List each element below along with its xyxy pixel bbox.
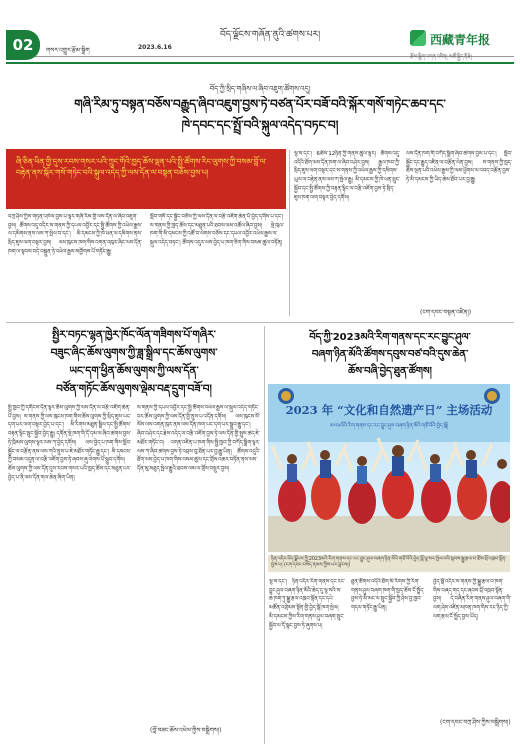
section-divider [6,322,514,323]
middle-article-col1: སྤྱི་ཁྱབ་ཀྱི་དགོངས་དོན་ལྟར་ཆོས་ལུགས་ཀྱི་ལས་དོན་ལ་བརྩི་འཇོག་ཆེན་པོ་བྱས། ས་གནས་ཀྱི་ལས་ཁུངས་ཁག་གིས་ཆོས་ལུགས་ཀྱི་སྲིད་ཇུས་ཡང་དག་པར་ལག་བསྟར་བྱེད་པ་དང་། མི་རིགས་མཐུན་སྒྲིལ་དང་སྤྱི་ཚོགས་བརྟན་ལྷིང་སྲུང་སྐྱོབ་བྱེད་རྒྱུ། དགོན་སྡེ་ཁག་གི་དོ་དམ་ལ་ཞིབ་ཚགས་བྱས་ཏེ་ཁྲིམས་ལུགས་ལྟར་ལས་ཀ་བྱེད་དགོས། ལས་བྱེད་པ་ཁག་གིས་སློབ་སྦྱོང་ལ་བརྩོན་ནས་ལས་ཀའི་ནུས་པ་ཇེ་མཐོར་གཏོང་རྒྱུ་དང་། མི་དམངས་ཀྱི་བསམ་འདུན་ལ་བརྩི་འཇོག་བྱས་ཏེ་ཞབས་ཞུ་ལེགས་པོ་སྒྲུབ་དགོས། ཆོས་ལུགས་ཀྱི་ལས་དོན་དུས་རབས་གསར་པའི་ཁྱད་ཆོས་དང་མཐུན་པར་བྱེད་པ་ནི་ལས་དོན་གལ་ཆེན་ཞིག་ཡིན། [8,405,131,481]
right-article-col3: བྱེད་སྒོ་འདིར་ས་གནས་ཀྱི་སྒྱུ་རྩལ་བ་ཁག་གིས་བཞད་གད་དང་ཞབས་བྲོ་འཁྲབ་སྟོན་བྱས། དེ་བཞིན་རིག་གནས་ཤུལ་བཞག་གི་ལག་ཤེས་འཛིན་མཁན་ཁག་གིས་རང་ཉིད་ཀྱི་ལག་རྩལ་ངོ་སྤྲོད་བྱས་ཡོད། [433,579,511,620]
middle-article-col2: ས་གནས་ཀྱི་དཔལ་འབྱོར་དང་སྤྱི་ཚོགས་འཕེལ་རྒྱས་ལ་སྐུལ་འདེད་གཏོང་བར་ཆོས་ལུགས་ཀྱི་ལས་དོན་གྱི་ནུས་པ་འདོན་དགོས། ལས་ཁུངས་སོ་སོས་ལས་འགན་ཁུར་ནས་ལས་དོན་ཁག་ཡང་དག་པར་སྒྲུབ་རྒྱུ་དང་། ཞིབ་བཤེར་དང་རྗེས་འདེད་ལ་བརྩི་འཇོག་བྱས་ཏེ་ལས་དོན་གྱི་སྤུས་ཚད་ཇེ་མཐོར་གཏོང་བ། འགན་འཛིན་པ་ཁག་གིས་སྤྱི་ཁྱབ་ཀྱི་བཀོད་སྒྲིག་ལྟར་ལས་ཀ་ཞིབ་ཚགས་བྱས་ཏེ་འབྲས་བུ་ཐོན་པར་བྱ་རྒྱུ་ཡིན། ཚོགས་འདུའི་ཐོག་ལས་བྱེད་པ་ཁག་གིས་བསམ་ཚུལ་དང་གྲོས་འཆར་བཏོན་ནས་ལས་དོན་མུ་མཐུད་སྤེལ་རྒྱུའི་ཐབས་ལམ་ལ་གྲོས་བསྡུར་བྱས། [137,405,260,472]
header-rule [6,62,514,64]
middle-article-headline-line3: ཡང་དག་ཕྱིན་ཆོས་ལུགས་ཀྱི་ལས་དོན་ [69,365,199,377]
masthead-subline: རྩོམ་སྒྲིག་འགན་འཛིན། མཚོ་སྐྱིད་རྡོ་རྗེ། [410,54,472,60]
right-article-col1: ལྷ་ས་དང་། ཉིན་འདིར་རིག་གནས་དང་རང་བྱུང་ཤུལ་བཞག་ཉིན་མོའི་ཆེད་དུ་ལྷ་སའི་ས་ཆ་ཁག་ཏུ་སྒྱུ་རྩལ་འཁྲབ་སྟོན་དང་དཔེ་མཚོན་འགྲེམས་སྟོན་གྱི་བྱེད་སྒོ་ཁག་སྤེལ། མི་དམངས་ཀྱིས་རིག་གནས་ཤུལ་བཞག་སྲུང་སྐྱོབ་ལ་དོ་སྣང་བྱས་ཏེ་ཞུགས་པ། [269,579,345,629]
top-article-byline: (ངག་དབང་བསྟན་འཛིན།) [420,309,472,316]
right-article-headline-line3: ཆོས་བཞི་བྱེད་ཐུན་ཚོགས། [348,366,432,377]
top-article-headline-line1: གཞི་རིམ་ཏུ་བསྟན་བཅོས་བརྒྱུད་ཞིབ་འཇུག་བྱས་ཏེ་བཙན་པོར་བཟོ་བའི་སྐོར་གསོ་གཏེང་ཆབ་དང་ [74,97,446,111]
top-article-col4: ལས་དོན་ཁག་གི་བཀོད་སྒྲིག་ཞིབ་ཚགས་བྱས་པ་དང་། སློབ་སྦྱོང་དང་རྒྱུད་འཛིན་ལ་བརྩོན་ལེན་བྱས། ས་གནས་ཀྱི་ཁྱད་ཆོས་ལྡན་པའི་འཕེལ་རྒྱས་ཀྱི་ལམ་ཕྱོགས་ལ་འབད་བརྩོན་བྱས་ཏེ་མི་དམངས་ཀྱི་ཡིད་ཆེས་ཐོབ་པར་བྱ་རྒྱུ། [406,151,512,184]
right-article-headline-line1: བོད་ཀྱི་2023མའི་རིག་གནས་དང་རང་བྱུང་ཤུལ་ [309,332,471,343]
middle-article-headline-line2: བཟུང་ཞིང་ཆོས་ལུགས་ཀྱི་ཟླ་སྒྲིལ་དང་ཆོས་ལུགས་ [50,347,218,359]
top-article-col2: སློབ་གསོ་དང་སྐྱོང་བཅོས་ཀྱི་ལས་དོན་ལ་བརྩི་འཇོག་ཆེན་པོ་བྱེད་དགོས་པ་དང་། ས་གནས་ཀྱི་ཁྱད་ཆོས་དང་མཐུན་པའི་ཐབས་ལམ་འཚོལ་ཞིབ་བྱས། སྡེ་ཁུལ་ཁག་གི་མི་དམངས་ཀྱི་འཚོ་བ་ལེགས་བཅོས་དང་དཔལ་འབྱོར་འཕེལ་རྒྱས་ལ་སྐུལ་འདེད་བཏང་། ཚོགས་འདུར་ལས་བྱེད་པ་ཁག་ཅིག་གིས་བསམ་ཚུལ་བཏོན། [150,214,284,247]
top-article-col3: ལྷ་ས་དང་། 6ཚེས་12ཉིན་ཀྱི་གནས་ཚུལ་ལྟར། ཚོགས་འདུ་འདིའི་ཐོག་ལས་དོན་ཁག་ལ་ཞིབ་བཤེར་བྱས། རྒྱལ་ཁབ་ཀྱི་སྲིད་ཇུས་ལག་བསྟར་དང་ས་གནས་ཀྱི་འཕེལ་རྒྱས་ཀྱི་དམིགས་ཡུལ་ལ་བརྟེན་ནས་ལས་ཀ་སྤེལ་རྒྱུ། མི་དམངས་ཀྱི་ཁེ་ཕན་སྲུང་སྐྱོབ་དང་སྤྱི་ཚོགས་ཀྱི་བརྟན་ལྷིང་ལ་བརྩི་འཇོག་བྱས་ཏེ་སྲིད་ཇུས་ཁག་ལག་བསྟར་བྱེད་དགོས། [294,151,400,201]
dance-performance-photo [268,384,510,552]
page-number: 02 [6,30,40,60]
top-article-col1: བཀྲ་ཤིས་ཀྱིས་གཏན་འཁེལ་བྱས་པ་ལྟར་གཞི་རིམ་གྱི་ལས་དོན་ལ་ཞིབ་འཇུག་བྱས། ཚོགས་འདུ་འདིར་ས་གནས་ཀྱི་དཔལ་འབྱོར་དང་སྤྱི་ཚོགས་ཀྱི་འཕེལ་རྒྱས་ལ་དམིགས་ནས་ལས་ཀ་སྤེལ་བ་དང་། མི་དམངས་ཀྱི་ཁེ་ཕན་ལ་དམིགས་ནས་སྲིད་ཇུས་ལག་བསྟར་བྱས། ལས་ཁུངས་ཁག་གིས་འགན་འཁུར་ཞིང་ལས་དོན་ཁག་ལ་སྟབས་བདེ་བསྐྲུན་ཏེ་འཕེལ་རྒྱས་མགྱོགས་པོ་གཏོང་རྒྱུ། [8,214,142,255]
column-divider [264,326,265,744]
photo-caption: ཉིན་འདིར་བོད་ལྗོངས་ཀྱི་2023མའི་རིག་གནས་དང་རང་བྱུང་ཤུལ་བཞག་ཉིན་མོའི་གཙོ་བོའི་བྱེད་སྒོ་ལྷ་སར་སྤེལ་བའི་སྐབས་སྒྱུ་རྩལ་བ་ཚོས་བྲོ་འཁྲབ་སྟོན་བྱས་པ། (ངག་དབང་བསོད་ནམས་ཀྱིས་པར་བླངས།) [268,555,510,572]
masthead-chinese: 西藏青年报 [430,33,491,47]
photo-banner-chinese: 2023 年 “文化和自然遗产日” 主场活动 [285,403,493,417]
right-article-headline-line2: བཞག་ཉིན་མོའི་ཚོགས་དབུས་བཙ་བའི་དུས་ཆེན་ [311,349,469,360]
top-article-headline-line2: ཁེ་དབང་དང་སྤྲོ་བའི་སྐུལ་འདེད་བཏང་བ། [181,118,339,132]
middle-article-headline-line4: བཙོན་གཏོང་ཆོས་ལུགས་ལྡེམ་བརྡ་དྲུག་བཟོ་བ། [56,383,212,395]
masthead-tibetan: བོད་ལྗོངས་གཞོན་ནུའི་ཚགས་པར། [220,30,321,40]
top-article-kicker: བོད་ཀྱི་སྲིད་གཞིས་ལ་ཞིབ་འཇུག་ཚོགས་འདུ། [209,85,311,93]
column-divider [289,150,290,316]
section-label: གསར་འགྱུར་རྩོམ་སྒྲིག [46,47,90,54]
photo-banner-tibetan: ༢༠༢༣ལོའི་རིག་གནས་དང་རང་བྱུང་ཤུལ་བཞག་ཉིན་མོའི་གཙོ་བོའི་བྱེད་སྒོ། [329,423,449,429]
right-article-byline: (ངག་དབང་བཀྲ་ཤིས་ཀྱིས་བསྒྲིགས།) [440,719,511,726]
middle-article-headline-line1: སྤྱིར་བཏང་ལྷན་ཁྱེར་ཁོང་ལོན་གཟིགས་པོ་གཞིར་ [52,329,216,341]
issue-date: 2023.6.16 [138,44,172,51]
newspaper-logo-icon [410,30,426,46]
top-article-lede: ཞི་ཅིན་ཕིན་གྱི་དུས་རབས་གསར་པའི་ཀྲུང་གོའི་ཁྱད་ཆོས་ལྡན་པའི་སྤྱི་ཚོགས་རིང་ལུགས་ཀྱི་བསམ་བློ་ལ་བརྟེན་ནས་སྐོར་གསོ་གཏེང་བའི་སྐུལ་འདེད་ཀྱི་ལས་དོན་ལ་བསྟན་བཅོས་བྱས་པ། [16,157,267,177]
right-article-col2: ཐུན་ཚོགས་འདིའི་ཐོག་མི་རིགས་ཀྱི་རིག་གནས་ཤུལ་བཞག་ཁག་གི་ཁྱད་ཆོས་ངོ་སྤྲོད་བྱས་ཏེ་མི་མང་ལ་སྲུང་སྐྱོབ་ཀྱི་ཤེས་བྱ་ཁྱབ་གདལ་གཏོང་རྒྱུ་ཡིན། [351,579,425,612]
middle-article-byline: (བློ་བཟང་ཆོས་འཕེལ་གྱིས་བསྒྲིགས།) [150,727,222,734]
